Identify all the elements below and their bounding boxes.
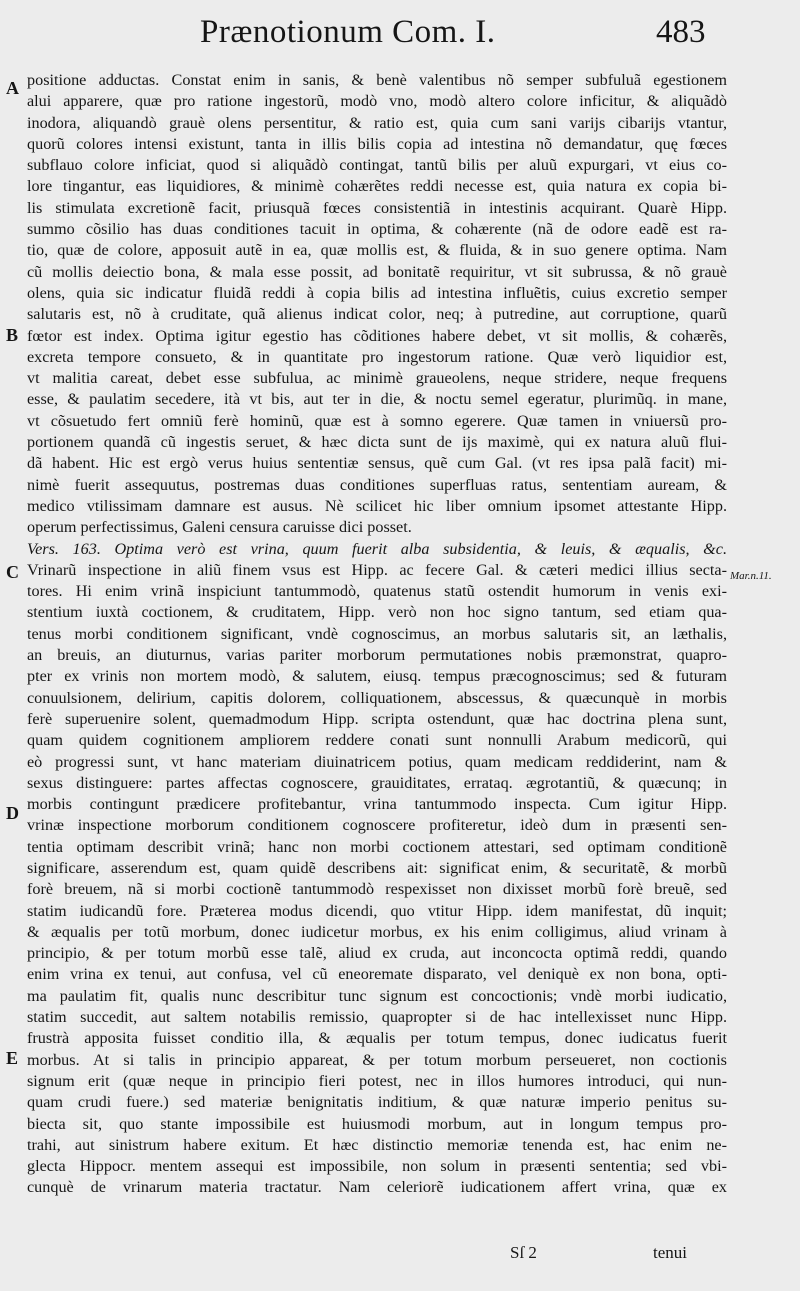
text-line: olens, quia sic indicatur fluidã reddi à copia bilis ad intestina influẽtis, cuius excretio semper	[27, 283, 727, 302]
text-line: tores. Hi enim vrinã inspiciunt tantummodò, quatenus statũ ostendit humorum in venis exi-	[27, 582, 727, 601]
text-line: summo cõsilio has duas conditiones tacuit in optima, & cohærente (nã de odore eadẽ est ra-	[27, 220, 727, 239]
text-line: inodora, aliquandò grauè olens persentitur, & ratio est, quia cum sani varijs cibarijs vtantur,	[27, 113, 727, 132]
catchword: tenui	[653, 1243, 687, 1262]
text-line: Vrinarũ inspectione in aliũ finem vsus est Hipp. ac fecere Gal. & cæteri medici illius secta-	[27, 560, 727, 579]
text-line: frustrà apposita fuisset conditio illa, & æqualis per totum tempus, donec iudicatus fuerit	[27, 1029, 727, 1048]
margin-letter-e: E	[6, 1048, 19, 1068]
text-line: positione adductas. Constat enim in sanis, & benè valentibus nõ semper subfuluã egestionem	[27, 71, 727, 89]
text-line: medico vtilissimam damnare est ausus. Nè scilicet hic liber omnium ipsomet attestante Hipp.	[27, 496, 727, 515]
text-line: tenus morbi conditionem significant, vndè cognoscimus, an morbus salutaris sit, an læthalis,	[27, 624, 727, 643]
text-line: enim vrina ex tenui, aut confusa, vel cũ eneoremate disparato, vel deniquè ex non bona, opti-	[27, 965, 727, 984]
page-number: 483	[656, 14, 706, 50]
text-line: eò progressi sunt, vt hanc materiam diuinatricem potius, quam medicam reddiderint, nam &	[27, 752, 727, 771]
text-line: conuulsionem, delirium, capitis dolorem, colliquationem, abscessus, & quæcunquè in morbis	[27, 688, 727, 707]
text-line: biecta sit, quo stante impossibile est huiusmodi morbum, aut in longum tempus pro-	[27, 1114, 727, 1133]
margin-letter-a: A	[6, 78, 19, 98]
text-line: vt malitia careat, debet esse subfulua, ac minimè graueolens, neque stridere, neque frequens	[27, 369, 727, 388]
text-line: stentium iuxtà coctionem, & cruditatem, Hipp. verò non hoc signo tantum, sed etiam qua-	[27, 603, 727, 622]
margin-note: Mar.n.11.	[730, 570, 772, 582]
text-line: lis stimulata excretionẽ facit, priusquã fœces consistentiã in intestinis acquirant. Quarè Hipp.	[27, 198, 727, 217]
text-line: quorũ colores intensi existunt, tanta in illis bilis copia ad intestina nõ demandatur, quę fœces	[27, 134, 727, 153]
verse-heading: Vers. 163. Optima verò est vrina, quum fuerit alba subsidentia, & leuis, & æqualis, &c.	[27, 539, 727, 558]
text-line: forè breuem, nã si morbi coctionẽ tantummodò respexisset non dixisset morbũ forè breuẽ, sed	[27, 880, 727, 899]
text-line: glecta Hippocr. mentem assequi est impossibile, non solum in præsenti sententia; sed vbi-	[27, 1157, 727, 1176]
text-line: tio, quæ de colore, apposuit autẽ in ea, quæ mollis est, & fluida, & in suo genere optima. Nam	[27, 241, 727, 260]
text-line: significare, asserendum est, quam quidẽ describens ait: significat enim, & securitatẽ, & morbũ	[27, 858, 727, 877]
text-line: dã habent. Hic est ergò verus huius sententiæ sensus, quẽ cum Gal. (vt res ipsa palã facit) mi-	[27, 454, 727, 473]
text-line: vt cõsuetudo fert omniũ ferè hominũ, quæ est à somno egerere. Quæ tamen in vniuersũ pro-	[27, 411, 727, 430]
text-line: alui apparere, quæ pro ratione ingestorũ, modò vno, modò altero colore inficitur, & aliquãdò	[27, 92, 727, 111]
running-head: Prænotionum Com. I.	[200, 14, 496, 50]
text-line: quam quidem cognitionem ampliorem reddere conati sunt nonnulli Arabum medicorũ, qui	[27, 731, 727, 750]
text-line: portionem quandã cũ ingestis seruet, & hæc dicta sunt de ijs maximè, qui ex natura aluũ flui-	[27, 433, 727, 452]
text-line: cunquè de vrinarum materia tractatur. Nam celeriorẽ iudicationem affert vrina, quæ ex	[27, 1178, 727, 1197]
text-line: morbis contingunt prædicere profitebantur, vrina tantummodo inspecta. Cum igitur Hipp.	[27, 795, 727, 814]
margin-letter-c: C	[6, 562, 19, 582]
text-line: operum perfectissimus, Galeni censura caruisse dici posset.	[27, 518, 412, 537]
text-line: lore tingantur, eas liquidiores, & minimè cohærẽtes reddi necesse est, quia natura ex copia bi-	[27, 177, 727, 196]
text-line: tentia optimam describit vrinã; hanc non morbi coctionem attestari, sed optimam conditionẽ	[27, 837, 727, 856]
text-line: & æqualis per totũ morbum, donec iudicetur morbus, ex his enim colligimus, aliud vrinam à	[27, 922, 727, 941]
margin-letter-d: D	[6, 803, 19, 823]
text-line: quam crudi fuere.) sed materiæ benignitatis inditium, & quæ naturæ imperio penitus su-	[27, 1093, 727, 1112]
text-line: trahi, aut sinistrum habere exitum. Et hæc distinctio memoriæ tenenda est, hac enim ne-	[27, 1135, 727, 1154]
signature-mark: Sſ 2	[510, 1243, 537, 1262]
body-text	[27, 70, 727, 1199]
text-line: statim succedit, aut saltem notabilis remissio, quapropter si de hac intellexisset nunc Hipp.	[27, 1008, 727, 1027]
text-line: signum erit (quæ neque in principio fieri potest, nec in illos humores introduci, qui nun-	[27, 1071, 727, 1090]
text-line: subflauo colore inficiat, quod si aliquãdò contingat, tantũ bilis per aluũ expurgari, vt eius co-	[27, 156, 727, 175]
text-line: salutaris est, nõ à cruditate, quã alienus indicat color, neq; à putredine, aut corruptione, quarũ	[27, 305, 727, 324]
text-line: nimè fuerit assequutus, postremas duas conditiones superfluas ratus, sententiam auream, &	[27, 475, 727, 494]
text-line: ma paulatim fit, qualis nunc describitur tunc signum est concoctionis; vndè morbi iudicatio,	[27, 986, 727, 1005]
text-line: an breuis, an diuturnus, varias pariter morborum permutationes nobis præmonstrat, quapro-	[27, 646, 727, 665]
text-line: morbus. At si talis in principio appareat, & per totum morbum perseueret, non coctionis	[27, 1050, 727, 1069]
margin-letter-b: B	[6, 325, 19, 345]
text-line: esse, & paulatim secedere, ità vt bis, aut ter in die, & noctu semel egeratur, plurimũq. in mane,	[27, 390, 727, 409]
text-line: principio, & per totum morbũ esse talẽ, aliud ex cruda, aut inconcocta optimã reddi, quando	[27, 944, 727, 963]
text-line: pter ex vrinis non mortem modò, & salutem, eiusq. tempus præcognoscimus; sed & futuram	[27, 667, 727, 686]
text-line: vrinæ inspectione morborum conditionem cognoscere profiteretur, ideò dum in præsenti sen-	[27, 816, 727, 835]
text-line: statim iudicandũ fore. Præterea modus dicendi, quo vtitur Hipp. idem manifestat, dũ inquit;	[27, 901, 727, 920]
text-line: excreta tempore consueto, & in quantitate pro ingestorum ratione. Quæ verò liquidior est,	[27, 347, 727, 366]
text-line: fœtor est index. Optima igitur egestio has cõditiones habere debet, vt sit mollis, & cohærẽs,	[27, 326, 727, 345]
text-line: ferè superuenire solent, quemadmodum Hipp. scripta ostendunt, quæ hac doctrina plena sunt,	[27, 709, 727, 728]
text-line: cũ mollis deiectio bona, & mala esse possit, ad bonitatẽ requiritur, vt sit subrussa, & nõ grauè	[27, 262, 727, 281]
text-line: sexus distinguere: partes affectas cognoscere, grauiditates, errataq. ægrotantiũ, & quæcunq; in	[27, 773, 727, 792]
